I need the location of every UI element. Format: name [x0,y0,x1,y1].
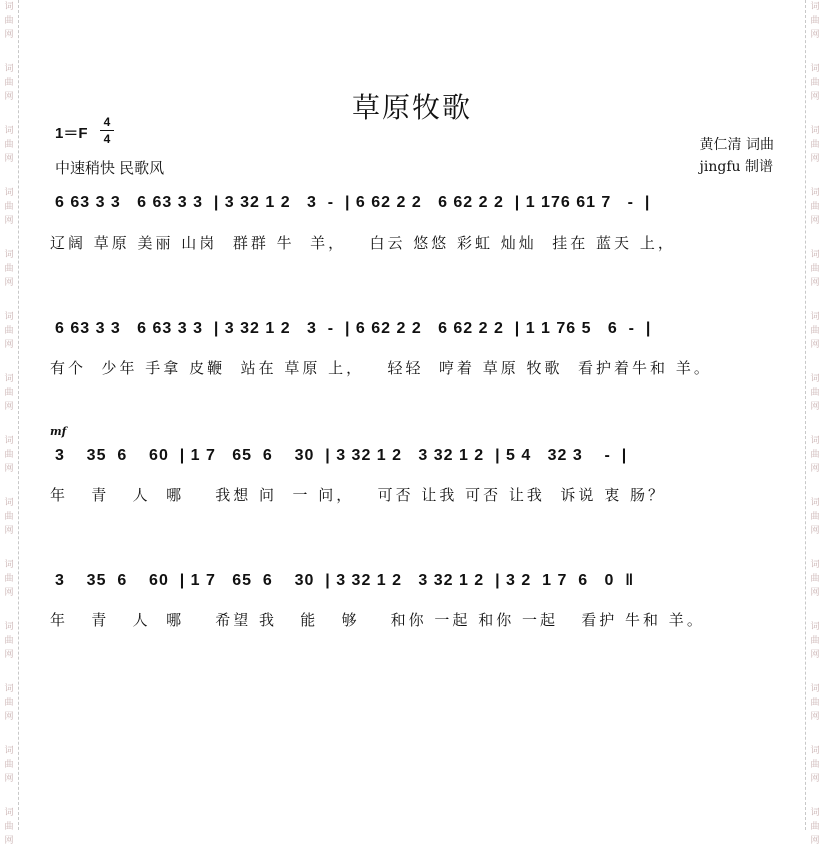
watermark-char: 曲 [4,698,14,708]
watermark-char: 词 [4,374,14,384]
watermark-char: 网 [810,526,820,536]
watermark-char: 曲 [4,450,14,460]
lyric-line-1: 辽阔 草原 美丽 山岗 群群 牛 羊， 白云 悠悠 彩虹 灿灿 挂在 蓝天 上， [50,234,676,252]
watermark-group [810,372,819,434]
watermark-group [810,744,819,806]
notation-line-1: 6 63 3 3 6 63 3 3 | 3 32 1 2 3 - | 6 62 2 2 6 62 2 2 | 1 176 61 7 - | [55,194,651,211]
watermark-char: 曲 [810,574,820,584]
watermark-char: 词 [4,2,14,12]
watermark-group [810,186,819,248]
watermark-char: 网 [4,650,14,660]
watermark-char: 词 [810,436,820,446]
watermark-char: 曲 [810,264,820,274]
lyricist-credit: 黄仁清 词曲 [699,137,774,153]
watermark-char: 网 [810,402,820,412]
watermark-group [810,558,819,620]
watermark-char: 词 [810,560,820,570]
watermark-char: 词 [4,684,14,694]
notation-line-2: 6 63 3 3 6 63 3 3 | 3 32 1 2 3 - | 6 62 2 2 6 62 2 2 | 1 1 76 5 6 - | [55,320,652,337]
watermark-group [4,248,13,310]
watermark-char: 曲 [4,512,14,522]
watermark-char: 曲 [810,202,820,212]
watermark-group [4,806,13,868]
watermark-group [810,682,819,744]
watermark-char: 网 [4,588,14,598]
key-signature: 1＝F [55,125,88,142]
arranger-credit: jingfu 制谱 [699,159,773,175]
watermark-char: 曲 [4,264,14,274]
watermark-char: 词 [4,808,14,818]
watermark-group [4,620,13,682]
watermark-char: 词 [810,622,820,632]
watermark-char: 网 [4,836,14,846]
song-title: 草原牧歌 [351,91,472,124]
watermark-char: 曲 [4,78,14,88]
watermark-char: 词 [4,126,14,136]
watermark-char: 词 [810,2,820,12]
notation-line-4: 3 35 6 60 | 1 7 65 6 30 | 3 32 1 2 3 32 1 2 | 3 2 1 7 6 0 ‖ [55,572,635,589]
watermark-char: 网 [810,836,820,846]
lyric-line-3: 年 青 人 哪 我想 问 一 问， 可否 让我 可否 让我 诉说 衷 肠？ [50,486,666,504]
tempo-marking: 中速稍快 民歌风 [55,160,165,177]
watermark-char: 曲 [810,78,820,88]
watermark-char: 词 [810,498,820,508]
watermark-char: 词 [4,250,14,260]
watermark-char: 词 [810,188,820,198]
watermark-group [4,0,13,62]
watermark-group [810,248,819,310]
watermark-char: 词 [810,374,820,384]
watermark-char: 曲 [810,450,820,460]
watermark-char: 词 [4,64,14,74]
watermark-char: 网 [4,340,14,350]
watermark-char: 网 [4,30,14,40]
watermark-group [4,682,13,744]
watermark-group [810,434,819,496]
watermark-char: 词 [810,684,820,694]
watermark-char: 词 [4,746,14,756]
watermark-char: 曲 [810,822,820,832]
watermark-group [4,186,13,248]
lyric-line-4: 年 青 人 哪 希望 我 能 够 和你 一起 和你 一起 看护 牛和 羊。 [50,611,705,629]
watermark-char: 网 [810,216,820,226]
watermark-char: 词 [810,126,820,136]
watermark-char: 曲 [810,140,820,150]
watermark-char: 网 [4,464,14,474]
watermark-char: 词 [4,436,14,446]
credits [700,134,774,178]
lyric-line-2: 有个 少年 手拿 皮鞭 站在 草原 上， 轻轻 哼着 草原 牧歌 看护着牛和 羊。 [50,359,712,377]
watermark-char: 曲 [4,822,14,832]
watermark-group [810,310,819,372]
watermark-group [4,496,13,558]
watermark-char: 网 [810,278,820,288]
watermark-char: 曲 [810,388,820,398]
watermark-char: 网 [4,402,14,412]
watermark-char: 曲 [4,574,14,584]
watermark-char: 词 [4,622,14,632]
meter-bottom: 4 [100,130,114,147]
watermark-char: 词 [4,560,14,570]
watermark-char: 网 [810,774,820,784]
watermark-char: 网 [810,340,820,350]
watermark-char: 词 [810,312,820,322]
watermark-char: 网 [810,588,820,598]
watermark-group [810,0,819,62]
watermark-char: 网 [4,774,14,784]
watermark-char: 词 [810,746,820,756]
watermark-char: 曲 [4,140,14,150]
watermark-char: 网 [810,464,820,474]
watermark-group [810,124,819,186]
watermark-char: 网 [810,712,820,722]
watermark-group [4,434,13,496]
watermark-group [4,310,13,372]
meter-top: 4 [103,115,111,129]
watermark-char: 曲 [4,16,14,26]
watermark-char: 网 [810,650,820,660]
watermark-char: 曲 [810,698,820,708]
watermark-char: 曲 [4,760,14,770]
watermark-char: 词 [4,188,14,198]
watermark-char: 曲 [4,388,14,398]
watermark-char: 词 [4,312,14,322]
watermark-group [810,620,819,682]
watermark-char: 曲 [4,326,14,336]
watermark-char: 网 [810,92,820,102]
notation-line-3: 3 35 6 60 | 1 7 65 6 30 | 3 32 1 2 3 32 1 2 | 5 4 32 3 - | [55,447,628,464]
watermark-char: 网 [4,154,14,164]
watermark-char: 词 [810,64,820,74]
watermark-char: 网 [4,278,14,288]
watermark-char: 曲 [810,326,820,336]
watermark-char: 曲 [4,636,14,646]
watermark-char: 网 [4,712,14,722]
watermark-char: 词 [810,250,820,260]
watermark-char: 曲 [810,16,820,26]
watermark-char: 曲 [810,760,820,770]
watermark-char: 曲 [810,512,820,522]
watermark-group [810,806,819,868]
watermark-char: 网 [810,30,820,40]
watermark-char: 曲 [810,636,820,646]
watermark-group [4,558,13,620]
watermark-group [4,124,13,186]
watermark-char: 网 [810,154,820,164]
watermark-char: 词 [4,498,14,508]
watermark-group [4,744,13,806]
watermark-char: 网 [4,526,14,536]
watermark-char: 词 [810,808,820,818]
watermark-char: 网 [4,92,14,102]
watermark-group [4,372,13,434]
watermark-group [810,496,819,558]
watermark-char: 曲 [4,202,14,212]
watermark-char: 网 [4,216,14,226]
dynamic-marking: mf [50,425,67,438]
time-signature [100,114,114,147]
